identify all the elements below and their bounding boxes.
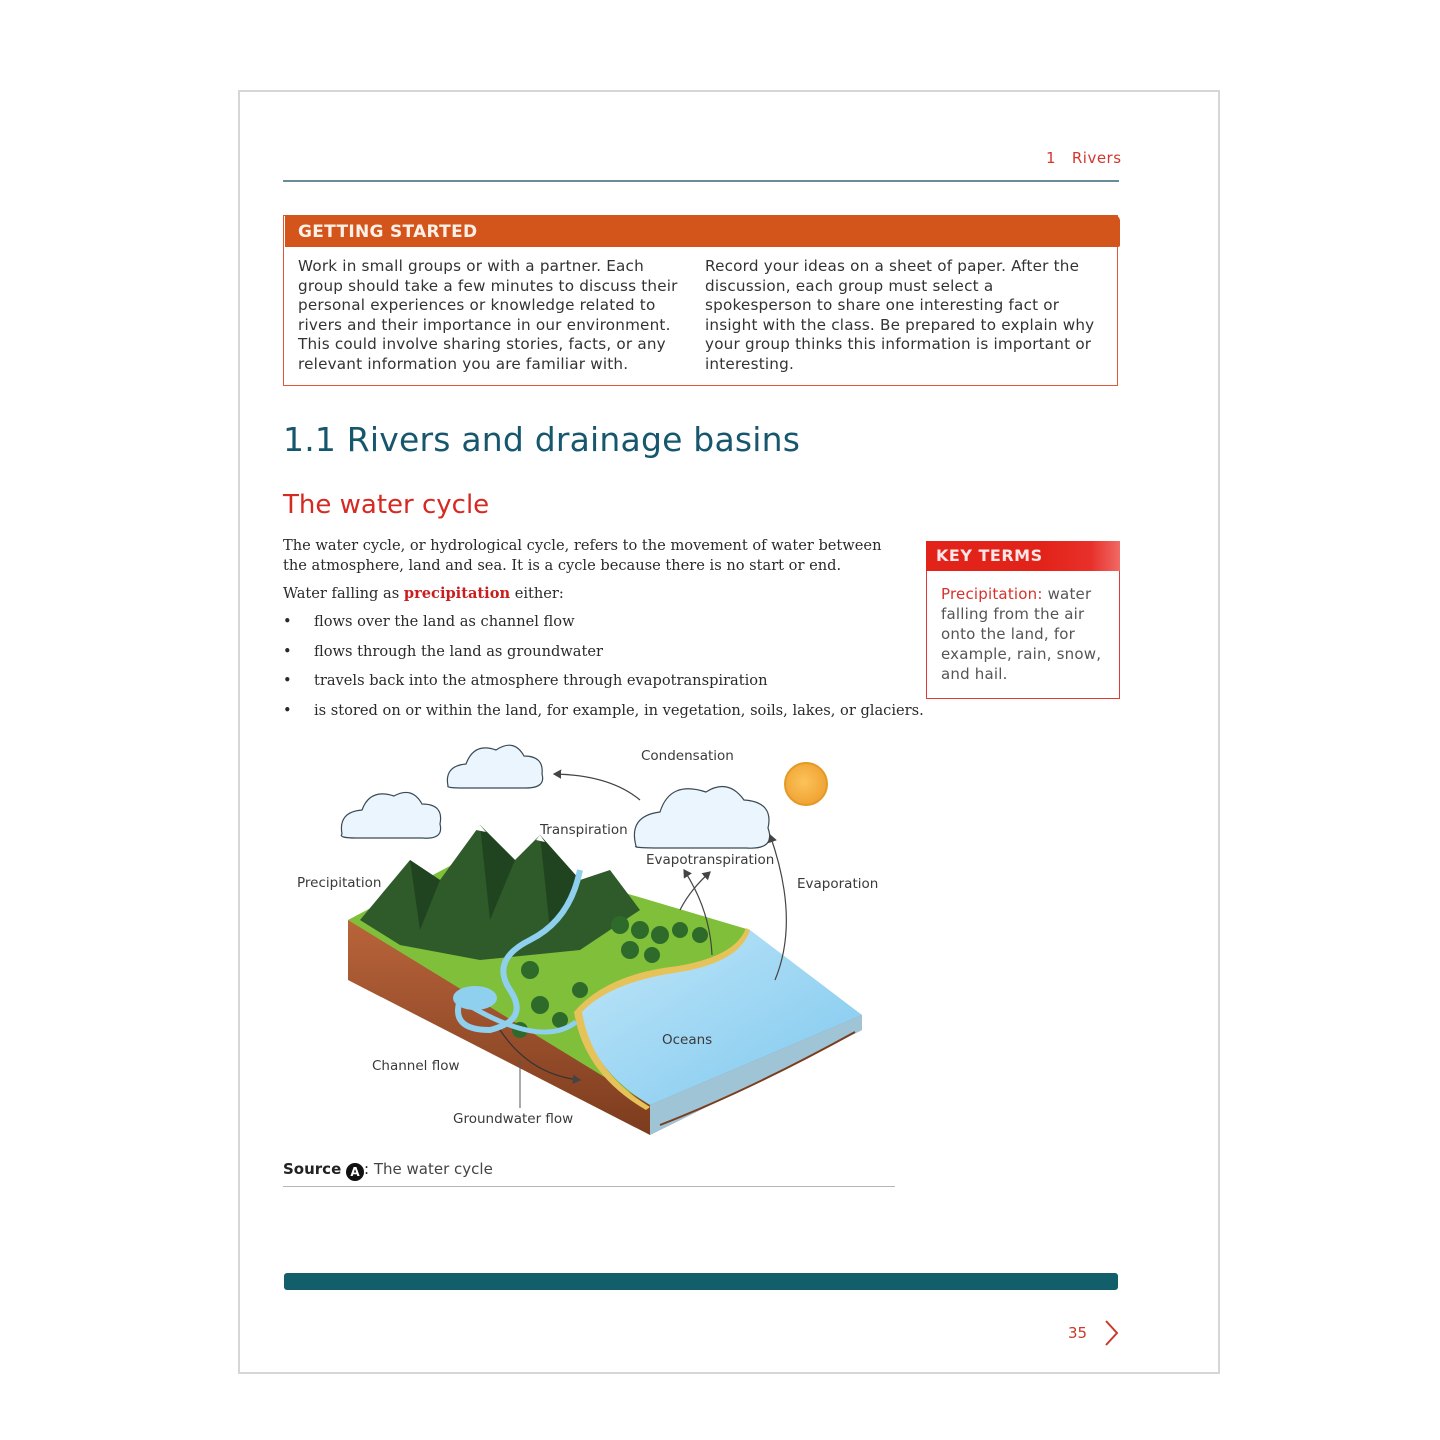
- list-item: [283, 612, 924, 642]
- caption-title: The water cycle: [369, 1160, 493, 1178]
- bullet-list: [283, 612, 924, 730]
- subsection-title: The water cycle: [283, 490, 490, 520]
- source-badge: A: [346, 1163, 364, 1181]
- list-item-text: flows through the land as groundwater: [314, 642, 603, 660]
- cloud-icon: [447, 745, 542, 788]
- list-item: [283, 671, 924, 701]
- label-groundwater-flow: Groundwater flow: [453, 1111, 574, 1127]
- chevron-right-icon[interactable]: [1102, 1318, 1122, 1348]
- precipitation-term-link[interactable]: precipitation: [403, 585, 511, 602]
- key-term: Precipitation:: [941, 585, 1043, 603]
- sun-icon: [785, 763, 827, 805]
- getting-started-label: GETTING STARTED: [298, 222, 478, 242]
- bullet-icon: •: [283, 613, 292, 630]
- bullet-icon: •: [283, 672, 292, 689]
- caption-rule: [283, 1186, 895, 1187]
- landscape-block: [348, 825, 862, 1135]
- key-term-text: water falling from the air onto the land, for example, rain, snow, and hail.: [941, 585, 1102, 683]
- label-evapotranspiration: Evapotranspiration: [646, 852, 775, 868]
- label-channel-flow: Channel flow: [372, 1058, 460, 1074]
- cloud-icon: [634, 787, 769, 849]
- label-transpiration: Transpiration: [540, 822, 628, 838]
- list-item-text: travels back into the atmosphere through evapotranspiration: [314, 672, 768, 689]
- key-terms-label: KEY TERMS: [936, 546, 1043, 565]
- transpiration-arrow: [680, 872, 710, 910]
- list-item: [283, 642, 924, 672]
- sentence-suffix: either:: [510, 585, 564, 602]
- footer-bar: [284, 1273, 1118, 1290]
- running-header: [1046, 149, 1122, 167]
- section-title: 1.1 Rivers and drainage basins: [283, 420, 801, 459]
- chapter-number: 1: [1046, 149, 1057, 167]
- chapter-title: Rivers: [1071, 149, 1122, 167]
- getting-started-column-2: Record your ideas on a sheet of paper. After the discussion, each group must select a spokesperson to share one interesting fact or insight with the class. Be prepared to explain why your group thinks this information is important or interesting.: [705, 257, 1095, 373]
- list-item-text: flows over the land as channel flow: [314, 613, 575, 630]
- list-item: [283, 701, 924, 731]
- cloud-icon: [341, 792, 440, 838]
- water-cycle-diagram: [280, 730, 900, 1160]
- label-precipitation: Precipitation: [297, 875, 382, 891]
- intro-paragraph: The water cycle, or hydrological cycle, refers to the movement of water between the atmosphere, land and sea. It is a cycle because there is no start or end.: [283, 537, 882, 574]
- key-term-definition: [941, 584, 1103, 684]
- caption-source: Source: [283, 1160, 342, 1178]
- header-rule: [283, 180, 1119, 182]
- figure-caption: [283, 1160, 493, 1181]
- caption-separator: :: [364, 1160, 370, 1178]
- precipitation-sentence: [283, 584, 564, 604]
- list-item-text: is stored on or within the land, for example, in vegetation, soils, lakes, or glaciers.: [314, 701, 924, 719]
- page-number: 35: [1068, 1324, 1088, 1342]
- condensation-arrow: [554, 774, 640, 800]
- bullet-icon: •: [283, 642, 292, 660]
- label-condensation: Condensation: [641, 748, 734, 764]
- label-oceans: Oceans: [662, 1032, 713, 1048]
- bullet-icon: •: [283, 701, 292, 719]
- label-evaporation: Evaporation: [797, 876, 879, 892]
- getting-started-column-1: Work in small groups or with a partner. Each group should take a few minutes to discuss their personal experiences or knowledge related to rivers and their importance in our environment. This could involve sharing stories, facts, or any relevant information you are familiar with.: [298, 257, 678, 373]
- sentence-prefix: Water falling as: [283, 585, 404, 602]
